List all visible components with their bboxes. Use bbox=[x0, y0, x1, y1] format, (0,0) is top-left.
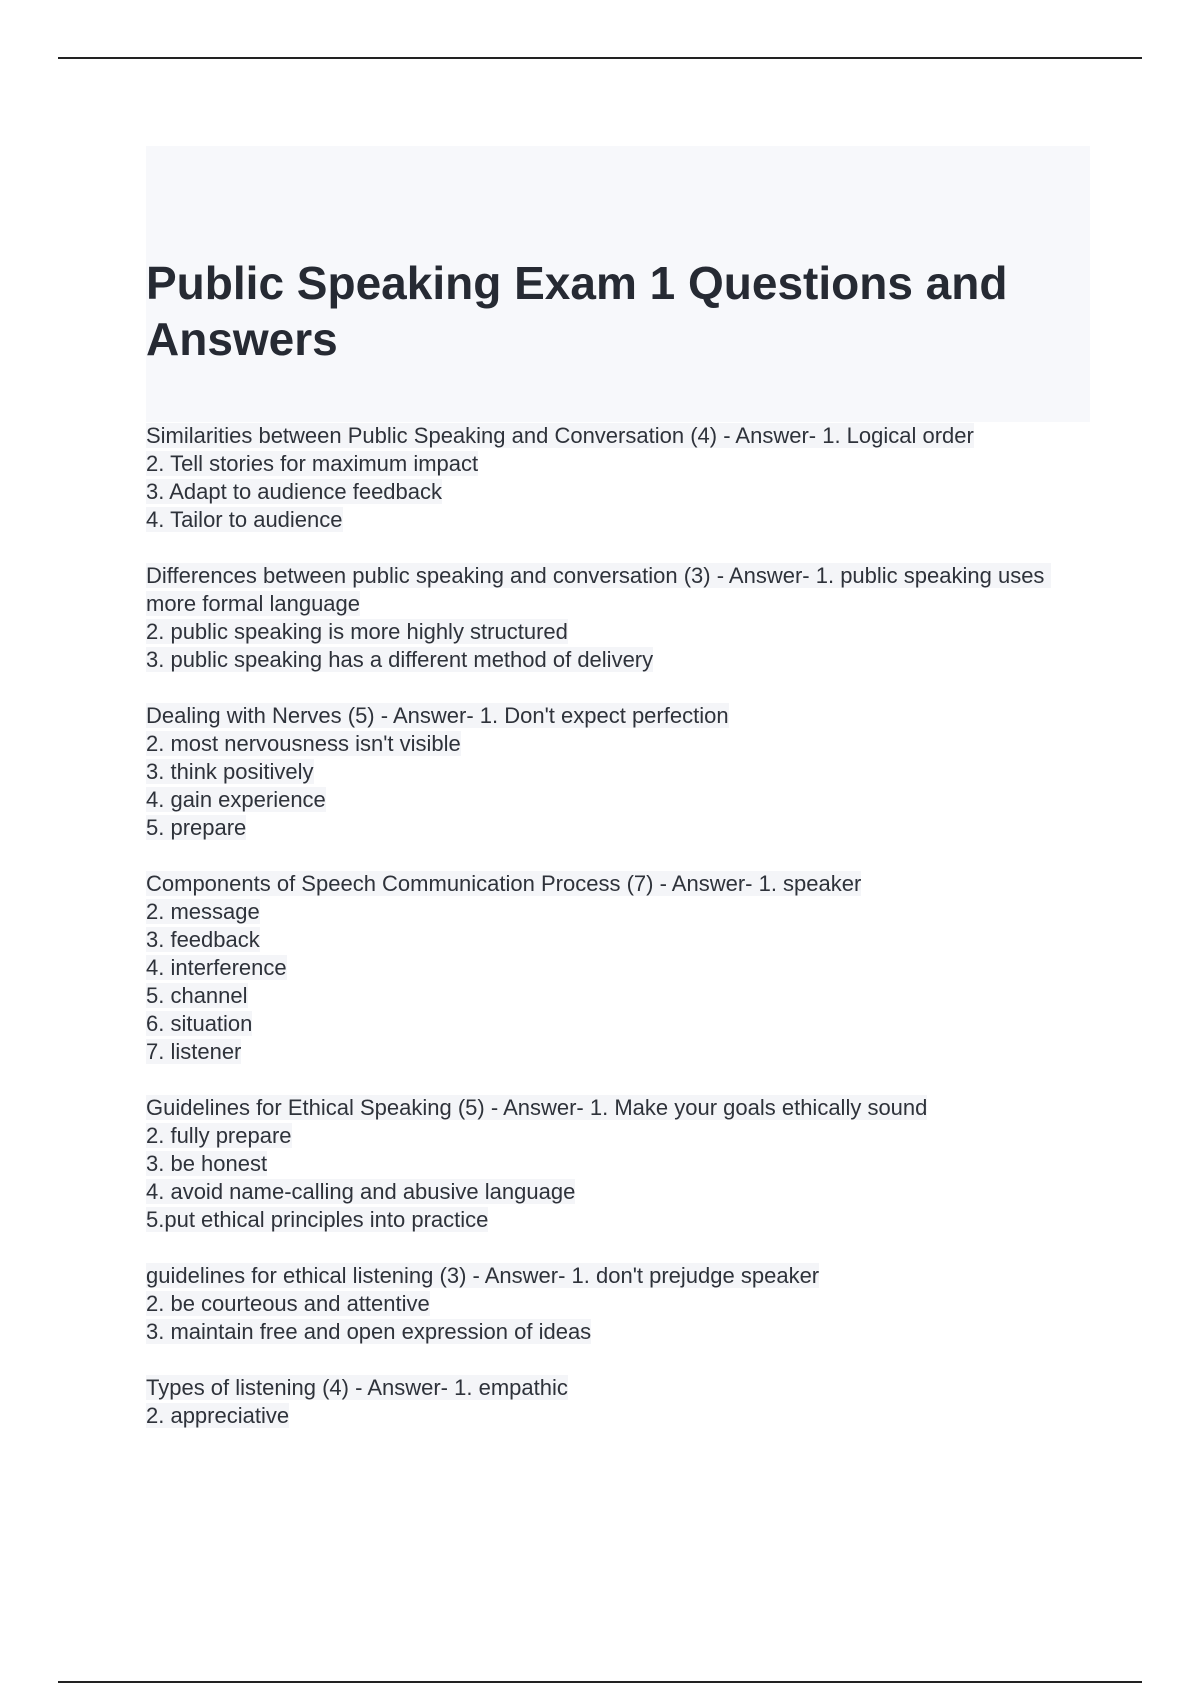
qa-line: Dealing with Nerves (5) - Answer- 1. Don't expect perfection bbox=[146, 703, 729, 728]
qa-line: 2. appreciative bbox=[146, 1403, 290, 1428]
qa-line: guidelines for ethical listening (3) - Answer- 1. don't prejudge speaker bbox=[146, 1263, 820, 1288]
qa-item-nerves bbox=[146, 702, 1090, 842]
bottom-rule bbox=[58, 1681, 1142, 1683]
qa-line: 5. prepare bbox=[146, 815, 247, 840]
qa-line: 4. avoid name-calling and abusive language bbox=[146, 1179, 576, 1204]
qa-line: 3. think positively bbox=[146, 759, 314, 784]
qa-list bbox=[146, 422, 1090, 1430]
qa-item-differences bbox=[146, 562, 1090, 674]
qa-line: 5.put ethical principles into practice bbox=[146, 1207, 489, 1232]
qa-line: 4. interference bbox=[146, 955, 287, 980]
qa-line: 2. most nervousness isn't visible bbox=[146, 731, 461, 756]
qa-line: 4. Tailor to audience bbox=[146, 507, 343, 532]
qa-item-components bbox=[146, 870, 1090, 1066]
qa-line: 7. listener bbox=[146, 1039, 242, 1064]
qa-line: 3. Adapt to audience feedback bbox=[146, 479, 443, 504]
qa-line: 2. fully prepare bbox=[146, 1123, 292, 1148]
qa-line: 3. maintain free and open expression of ideas bbox=[146, 1319, 592, 1344]
qa-item-ethical-listening bbox=[146, 1262, 1090, 1346]
qa-line: 3. feedback bbox=[146, 927, 260, 952]
qa-item-ethical-speaking bbox=[146, 1094, 1090, 1234]
qa-line: Components of Speech Communication Process (7) - Answer- 1. speaker bbox=[146, 871, 862, 896]
top-rule bbox=[58, 57, 1142, 59]
qa-line: 4. gain experience bbox=[146, 787, 326, 812]
qa-line: Differences between public speaking and conversation (3) - Answer- 1. public speaking uses more formal language bbox=[146, 563, 1051, 616]
qa-line: Types of listening (4) - Answer- 1. empathic bbox=[146, 1375, 568, 1400]
qa-item-listening-types bbox=[146, 1374, 1090, 1430]
document-page bbox=[146, 146, 1090, 1458]
qa-line: 2. Tell stories for maximum impact bbox=[146, 451, 479, 476]
title-banner bbox=[146, 146, 1090, 422]
qa-line: 6. situation bbox=[146, 1011, 253, 1036]
qa-line: 3. public speaking has a different method of delivery bbox=[146, 647, 654, 672]
page-title: Public Speaking Exam 1 Questions and Answers bbox=[146, 257, 1008, 365]
qa-line: 2. public speaking is more highly structured bbox=[146, 619, 568, 644]
qa-line: 2. be courteous and attentive bbox=[146, 1291, 430, 1316]
qa-line: 2. message bbox=[146, 899, 260, 924]
qa-line: Similarities between Public Speaking and Conversation (4) - Answer- 1. Logical order bbox=[146, 423, 974, 448]
qa-line: 5. channel bbox=[146, 983, 248, 1008]
qa-line: 3. be honest bbox=[146, 1151, 268, 1176]
qa-line: Guidelines for Ethical Speaking (5) - Answer- 1. Make your goals ethically sound bbox=[146, 1095, 928, 1120]
qa-item-similarities bbox=[146, 422, 1090, 534]
